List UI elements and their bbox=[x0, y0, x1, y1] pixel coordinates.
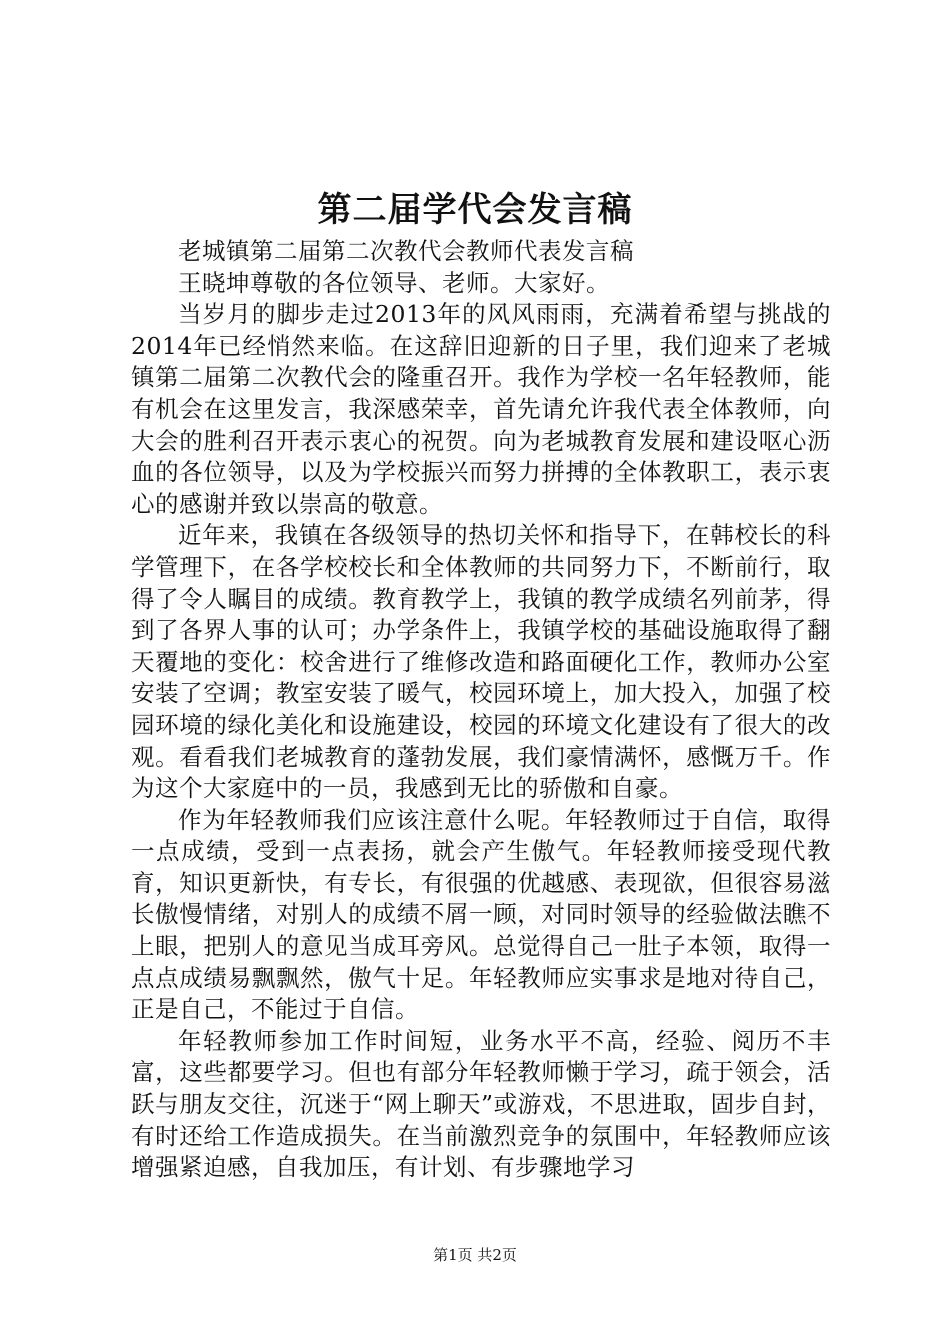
paragraph-3: 作为年轻教师我们应该注意什么呢。年轻教师过于自信，取得一点成绩，受到一点表扬，就会产生傲气。年轻教师接受现代教育，知识更新快，有专长，有很强的优越感、表现欲，但很容易滋长傲慢情绪，对别人的成绩不屑一顾，对同时领导的经验做法瞧不上眼，把别人的意见当成耳旁风。总觉得自己一肚子本领，取得一点点成绩易飘飘然，傲气十足。年轻教师应实事求是地对待自己，正是自己，不能过于自信。 bbox=[131, 805, 831, 1024]
paragraph-greeting: 王晓坤尊敬的各位领导、老师。大家好。 bbox=[178, 268, 610, 297]
paragraph-subtitle: 老城镇第二届第二次教代会教师代表发言稿 bbox=[178, 237, 634, 265]
page-number-footer: 第1页 共2页 bbox=[433, 1246, 517, 1264]
paragraph-2: 近年来，我镇在各级领导的热切关怀和指导下，在韩校长的科学管理下，在各学校校长和全体教师的共同努力下，不断前行，取得了令人瞩目的成绩。教育教学上，我镇的教学成绩名列前茅，得到了各界人事的认可；办学条件上，我镇学校的基础设施取得了翻天覆地的变化：校舍进行了维修改造和路面硬化工作，教师办公室安装了空调；教室安装了暖气，校园环境上，加大投入，加强了校园环境的绿化美化和设施建设，校园的环境文化建设有了很大的改观。看看我们老城教育的蓬勃发展，我们豪情满怀，感慨万千。作为这个大家庭中的一员，我感到无比的骄傲和自豪。 bbox=[131, 521, 831, 803]
document-title: 第二届学代会发言稿 bbox=[317, 190, 633, 230]
paragraph-4: 年轻教师参加工作时间短，业务水平不高，经验、阅历不丰富，这些都要学习。但也有部分年轻教师懒于学习，疏于领会，活跃与朋友交往，沉迷于“网上聊天”或游戏，不思进取，固步自封，有时还给工作造成损失。在当前激烈竞争的氛围中，年轻教师应该增强紧迫感，自我加压，有计划、有步骤地学习 bbox=[131, 1026, 831, 1182]
paragraph-1: 当岁月的脚步走过2013年的风风雨雨，充满着希望与挑战的2014年已经悄然来临。在这辞旧迎新的日子里，我们迎来了老城镇第二届第二次教代会的隆重召开。我作为学校一名年轻教师，能有机会在这里发言，我深感荣幸，首先请允许我代表全体教师，向大会的胜利召开表示衷心的祝贺。向为老城教育发展和建设呕心沥血的各位领导，以及为学校振兴而努力拼搏的全体教职工，表示衷心的感谢并致以崇高的敬意。 bbox=[131, 300, 831, 518]
document-body bbox=[131, 236, 831, 1184]
